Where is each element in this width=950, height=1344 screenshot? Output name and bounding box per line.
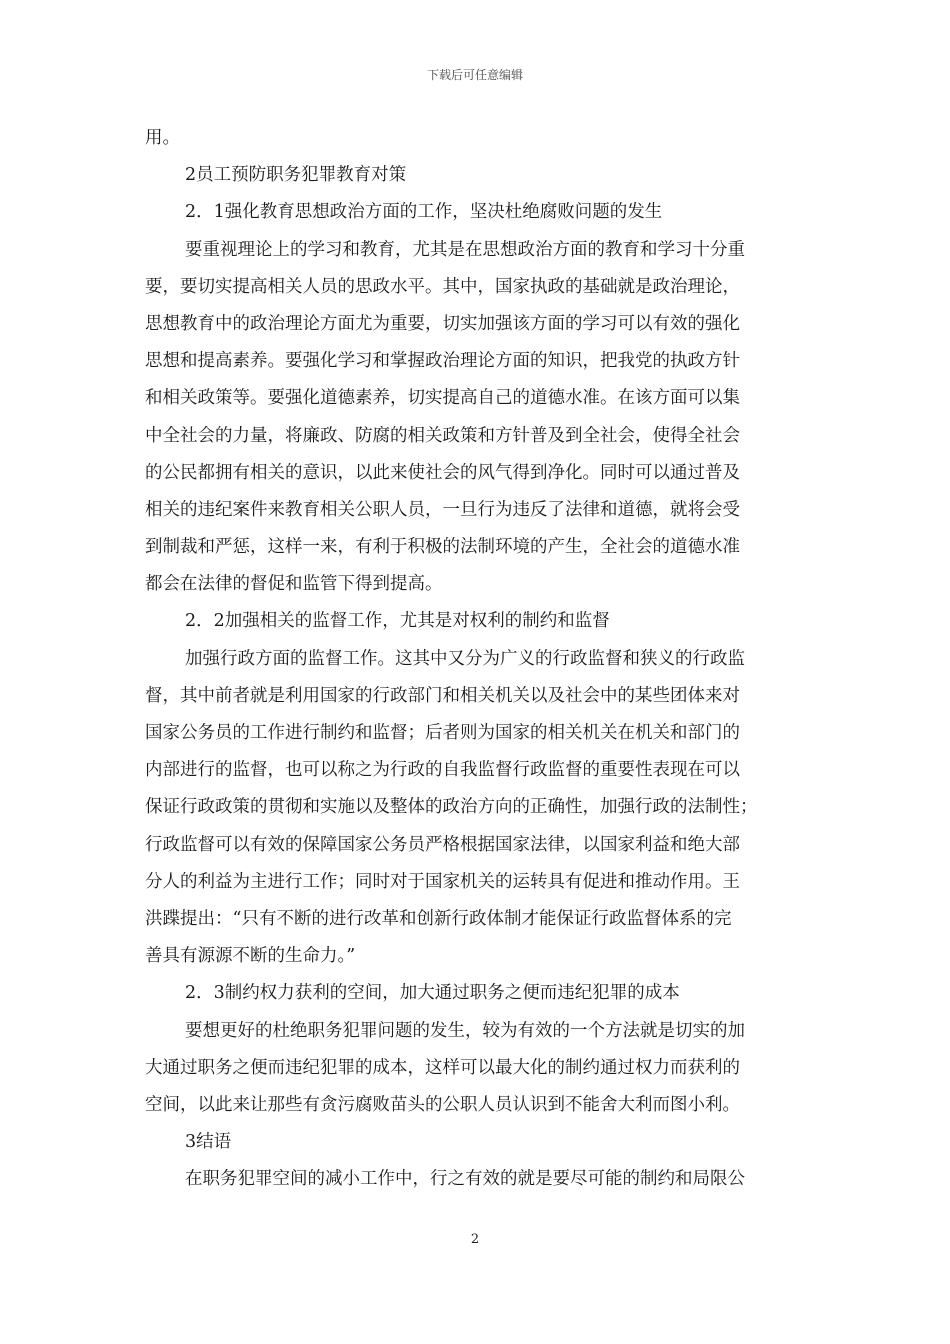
body-line: 内部进行的监督，也可以称之为行政的自我监督行政监督的重要性表现在可以 bbox=[145, 760, 740, 781]
body-line: 到制裁和严惩，这样一来，有利于积极的法制环境的产生，全社会的道德水准 bbox=[145, 537, 740, 558]
paragraph-first-line: 在职务犯罪空间的减小工作中，行之有效的就是要尽可能的制约和局限公 bbox=[185, 1169, 745, 1190]
body-line: 洪蹀提出：“只有不断的进行改革和创新行政体制才能保证行政监督体系的完 bbox=[145, 908, 732, 929]
subsection-heading: 2．3制约权力获利的空间，加大通过职务之便而违纪犯罪的成本 bbox=[185, 983, 680, 1004]
subsection-heading: 2．1强化教育思想政治方面的工作，坚决杜绝腐败问题的发生 bbox=[185, 202, 663, 223]
body-line: 相关的违纪案件来教育相关公职人员，一旦行为违反了法律和道德，就将会受 bbox=[145, 499, 740, 520]
body-line: 的公民都拥有相关的意识，以此来使社会的风气得到净化。同时可以通过普及 bbox=[145, 462, 740, 483]
body-line: 国家公务员的工作进行制约和监督；后者则为国家的相关机关在机关和部门的 bbox=[145, 723, 740, 743]
body-line: 思想和提高素养。要强化学习和掌握政治理论方面的知识，把我党的执政方针 bbox=[145, 351, 740, 372]
body-line: 用。 bbox=[145, 128, 180, 148]
subsection-heading: 2．2加强相关的监督工作，尤其是对权利的制约和监督 bbox=[185, 611, 610, 632]
paragraph-first-line: 要想更好的杜绝职务犯罪问题的发生，较为有效的一个方法就是切实的加 bbox=[185, 1020, 745, 1041]
body-line: 大通过职务之便而违纪犯罪的成本，这样可以最大化的制约通过权力而获利的 bbox=[145, 1057, 740, 1078]
body-line: 督，其中前者就是利用国家的行政部门和相关机关以及社会中的某些团体来对 bbox=[145, 685, 740, 706]
body-line: 行政监督可以有效的保障国家公务员严格根据国家法律，以国家利益和绝大部 bbox=[145, 834, 740, 855]
section-heading: 2员工预防职务犯罪教育对策 bbox=[185, 165, 407, 186]
body-line: 都会在法律的督促和监管下得到提高。 bbox=[145, 574, 443, 595]
body-line: 中全社会的力量，将廉政、防腐的相关政策和方针普及到全社会，使得全社会 bbox=[145, 425, 740, 446]
body-line: 空间，以此来让那些有贪污腐败苗头的公职人员认识到不能舍大利而图小利。 bbox=[145, 1094, 740, 1115]
body-line: 思想教育中的政治理论方面尤为重要，切实加强该方面的学习可以有效的强化 bbox=[145, 313, 740, 334]
section-heading: 3结语 bbox=[185, 1132, 232, 1153]
body-line: 要，要切实提高相关人员的思政水平。其中，国家执政的基础就是政治理论， bbox=[145, 276, 740, 297]
body-line: 和相关政策等。要强化道德素养，切实提高自己的道德水准。在该方面可以集 bbox=[145, 388, 740, 409]
document-body bbox=[145, 120, 809, 1198]
page-header: 下载后可任意编辑 bbox=[426, 68, 523, 82]
body-line: 保证行政政策的贯彻和实施以及整体的政治方向的正确性，加强行政的法制性； bbox=[145, 797, 758, 818]
page-number: 2 bbox=[470, 1232, 480, 1247]
body-line: 善具有源源不断的生命力。” bbox=[145, 946, 356, 967]
paragraph-first-line: 加强行政方面的监督工作。这其中又分为广义的行政监督和狭义的行政监 bbox=[185, 648, 745, 669]
body-line: 分人的利益为主进行工作；同时对于国家机关的运转具有促进和推动作用。王 bbox=[145, 871, 740, 892]
paragraph-first-line: 要重视理论上的学习和教育，尤其是在思想政治方面的教育和学习十分重 bbox=[185, 239, 745, 260]
